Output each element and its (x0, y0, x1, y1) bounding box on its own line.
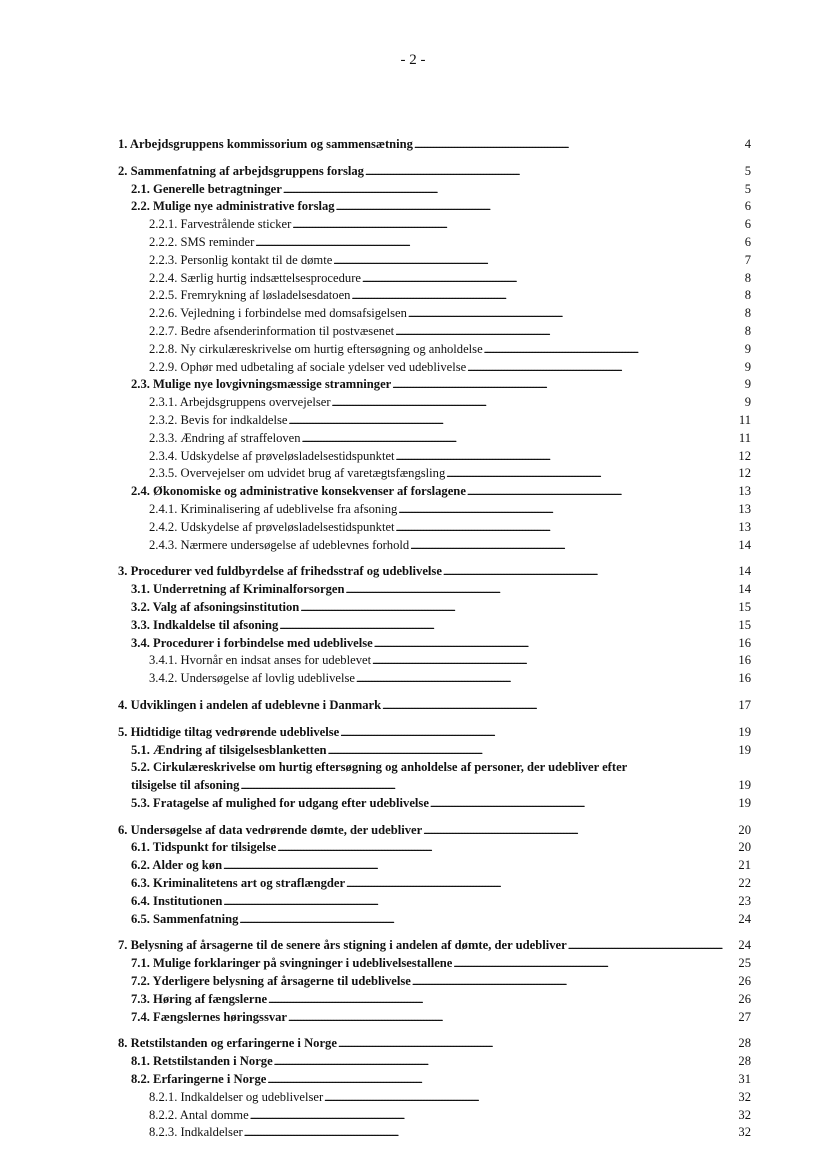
toc-entry-page: 14 (738, 564, 751, 579)
toc-entry[interactable] (0, 519, 751, 537)
page-number: - 2 - (400, 52, 426, 68)
toc-entry[interactable] (0, 448, 751, 466)
toc-entry[interactable] (0, 617, 751, 635)
toc-dot-leader (274, 1053, 736, 1072)
toc-entry-page: 25 (738, 956, 751, 971)
toc-dot-leader (333, 252, 736, 271)
toc-entry[interactable] (0, 822, 751, 840)
toc-entry-page: 19 (738, 742, 751, 757)
toc-entry[interactable] (0, 136, 751, 154)
toc-entry-page: 28 (738, 1054, 751, 1069)
toc-entry[interactable] (0, 652, 751, 670)
toc-entry[interactable] (0, 839, 751, 857)
toc-entry[interactable] (0, 1053, 751, 1071)
toc-entry-title: 3.4. Procedurer i forbindelse med udeblivelse (131, 635, 373, 650)
toc-entry-page: 20 (738, 822, 751, 837)
toc-entry-title: 5.3. Fratagelse af mulighed for udgang efter udeblivelse (131, 795, 429, 810)
toc-entry-title: 6.1. Tidspunkt for tilsigelse (131, 840, 277, 855)
toc-entry[interactable] (0, 973, 751, 991)
toc-entry-page: 24 (738, 938, 751, 953)
toc-entry-page: 17 (738, 697, 751, 712)
toc-entry-title: 2.4.3. Nærmere undersøgelse af udeblevnes forhold (149, 537, 410, 552)
toc-entry-page: 15 (738, 617, 751, 632)
toc-entry-title: 2. Sammenfatning af arbejdsgruppens forslag (118, 163, 364, 178)
toc-entry-page: 12 (738, 448, 751, 463)
toc-entry-page: 8 (744, 323, 751, 338)
toc-entry-title: 2.4. Økonomiske og administrative konsekvenser af forslagene (131, 484, 466, 499)
toc-entry-title: 8.2.2. Antal domme (149, 1107, 249, 1122)
toc-entry-page: 16 (738, 653, 751, 668)
toc-entry-page: 11 (738, 412, 751, 427)
toc-dot-leader (328, 742, 736, 761)
toc-dot-leader (255, 234, 736, 253)
toc-entry-page: 11 (738, 430, 751, 445)
toc-dot-leader (484, 341, 736, 360)
toc-dot-leader (324, 1089, 736, 1108)
toc-entry[interactable] (0, 234, 751, 252)
toc-entry-page: 19 (738, 778, 751, 793)
toc-dot-leader (346, 581, 737, 600)
toc-dot-leader (372, 652, 736, 671)
toc-dot-leader (446, 465, 736, 484)
toc-entry[interactable] (0, 742, 751, 760)
toc-dot-leader (277, 839, 736, 858)
toc-entry-title: 3.1. Underretning af Kriminalforsorgen (131, 582, 345, 597)
toc-entry[interactable] (0, 341, 751, 359)
toc-dot-leader (362, 270, 736, 289)
toc-entry[interactable] (0, 305, 751, 323)
toc-entry[interactable] (0, 795, 751, 813)
toc-entry-page: 6 (744, 217, 751, 232)
toc-entry[interactable] (0, 412, 751, 430)
toc-entry[interactable] (0, 581, 751, 599)
toc-entry[interactable] (0, 991, 751, 1009)
toc-entry-page: 32 (738, 1089, 751, 1104)
toc-entry-title: 2.3.5. Overvejelser om udvidet brug af varetægtsfængsling (149, 466, 446, 481)
toc-entry-title: 6.5. Sammenfatning (131, 911, 239, 926)
toc-dot-leader (423, 822, 736, 841)
toc-entry-title: 2.4.1. Kriminalisering af udeblivelse fra afsoning (149, 501, 398, 516)
toc-dot-leader (410, 537, 736, 556)
toc-entry-title: 2.2. Mulige nye administrative forslag (131, 199, 335, 214)
toc-entry-page: 14 (738, 582, 751, 597)
toc-entry-page: 19 (738, 795, 751, 810)
toc-entry[interactable] (0, 563, 751, 581)
toc-entry-title: tilsigelse til afsoning (131, 778, 240, 793)
toc-dot-leader (408, 305, 736, 324)
toc-dot-leader (223, 893, 736, 912)
toc-entry[interactable] (0, 777, 751, 795)
toc-entry-title: 2.2.3. Personlig kontakt til de dømte (149, 252, 333, 267)
toc-entry[interactable] (0, 270, 751, 288)
toc-entry-title: 7.1. Mulige forklaringer på svingninger i udeblivelsestallene (131, 956, 453, 971)
toc-entry[interactable] (0, 359, 751, 377)
toc-dot-leader (340, 724, 736, 743)
toc-dot-leader (346, 875, 736, 894)
toc-entry-page: 5 (744, 163, 751, 178)
toc-entry-page: 7 (744, 252, 751, 267)
toc-entry-page: 8 (744, 270, 751, 285)
toc-entry[interactable] (0, 181, 751, 199)
toc-entry-title: 3. Procedurer ved fuldbyrdelse af frihedsstraf og udeblivelse (118, 564, 442, 579)
toc-entry-page: 26 (738, 991, 751, 1006)
toc-dot-leader (412, 973, 736, 992)
toc-entry-page: 19 (738, 724, 751, 739)
toc-entry[interactable] (0, 394, 751, 412)
toc-entry-page: 20 (738, 840, 751, 855)
toc-dot-leader (453, 955, 736, 974)
toc-dot-leader (467, 359, 736, 378)
toc-entry-title: 2.2.6. Vejledning i forbindelse med domsafsigelsen (149, 306, 407, 321)
toc-dot-leader (395, 323, 736, 342)
toc-entry[interactable] (0, 955, 751, 973)
toc-entry-title: 8.1. Retstilstanden i Norge (131, 1054, 273, 1069)
toc-entry[interactable] (0, 198, 751, 216)
toc-entry[interactable] (0, 857, 751, 875)
toc-entry-title: 3.4.1. Hvornår en indsat anses for udeblevet (149, 653, 372, 668)
toc-entry-page: 8 (744, 306, 751, 321)
toc-dot-leader (244, 1124, 736, 1143)
toc-entry-title: 7. Belysning af årsagerne til de senere års stigning i andelen af dømte, der udebliver (118, 938, 567, 953)
toc-dot-leader (239, 911, 736, 930)
toc-entry-title: 6.2. Alder og køn (131, 858, 223, 873)
toc-entry-title: 2.1. Generelle betragtninger (131, 181, 282, 196)
toc-entry-page: 24 (738, 911, 751, 926)
toc-entry-page: 8 (744, 288, 751, 303)
toc-entry[interactable] (0, 599, 751, 617)
toc-entry-title: 3.4.2. Undersøgelse af lovlig udeblivelse (149, 671, 356, 686)
toc-entry-page: 13 (738, 501, 751, 516)
toc-entry-title: 8.2.1. Indkaldelser og udeblivelser (149, 1089, 324, 1104)
toc-entry-page: 26 (738, 974, 751, 989)
toc-dot-leader (467, 483, 736, 502)
toc-entry-title: 2.2.5. Fremrykning af løsladelsesdatoen (149, 288, 351, 303)
toc-dot-leader (283, 181, 736, 200)
toc-dot-leader (267, 1071, 736, 1090)
toc-entry-title: 5.1. Ændring af tilsigelsesblanketten (131, 742, 327, 757)
toc-entry-title: 7.3. Høring af fængslerne (131, 991, 268, 1006)
toc-entry[interactable] (0, 1071, 751, 1089)
toc-entry-title: 2.2.7. Bedre afsenderinformation til postvæsenet (149, 323, 395, 338)
toc-entry-page: 22 (738, 876, 751, 891)
toc-dot-leader (365, 163, 736, 182)
toc-entry[interactable] (0, 937, 751, 955)
toc-dot-leader (443, 563, 736, 582)
toc-dot-leader (268, 991, 736, 1010)
toc-entry-page: 13 (738, 519, 751, 534)
toc-dot-leader (289, 412, 736, 431)
toc-entry-title: 2.2.9. Ophør med udbetaling af sociale ydelser ved udeblivelse (149, 359, 467, 374)
toc-entry[interactable] (0, 163, 751, 181)
toc-entry-title: 6.3. Kriminalitetens art og straflængder (131, 876, 346, 891)
toc-entry-title: 2.3.4. Udskydelse af prøveløsladelsestidspunktet (149, 448, 395, 463)
toc-entry[interactable] (0, 252, 751, 270)
toc-entry-title: 4. Udviklingen i andelen af udeblevne i Danmark (118, 697, 382, 712)
toc-entry-page: 15 (738, 599, 751, 614)
toc-entry-page: 16 (738, 671, 751, 686)
toc-dot-leader (351, 287, 736, 306)
toc-entry[interactable] (0, 216, 751, 234)
toc-entry[interactable] (0, 537, 751, 555)
toc-dot-leader (250, 1107, 736, 1126)
toc-entry-title[interactable]: 5.2. Cirkulæreskrivelse om hurtig eftersøgning og anholdelse af personer, der udebliver efter (131, 760, 628, 775)
toc-entry-page: 6 (744, 199, 751, 214)
toc-entry[interactable] (0, 724, 751, 742)
toc-dot-leader (288, 1009, 736, 1028)
toc-entry-page: 27 (738, 1009, 751, 1024)
toc-entry-page: 21 (738, 858, 751, 873)
toc-entry-title: 1. Arbejdsgruppens kommissorium og sammensætning (118, 137, 413, 151)
toc-dot-leader (392, 376, 736, 395)
toc-entry-page: 14 (738, 537, 751, 552)
toc-entry[interactable] (0, 1107, 751, 1125)
toc-entry-title: 6. Undersøgelse af data vedrørende dømte, der udebliver (118, 822, 423, 837)
toc-dot-leader (382, 697, 736, 716)
toc-entry-title: 8.2. Erfaringerne i Norge (131, 1072, 267, 1087)
toc-entry[interactable] (0, 430, 751, 448)
toc-entry-title: 3.2. Valg af afsoningsinstitution (131, 599, 300, 614)
toc-entry-title: 6.4. Institutionen (131, 893, 223, 908)
toc-entry[interactable] (0, 483, 751, 501)
toc-dot-leader (336, 198, 736, 217)
toc-entry[interactable] (0, 323, 751, 341)
toc-dot-leader (396, 448, 736, 467)
toc-entry[interactable] (0, 697, 751, 715)
toc-dot-leader (300, 599, 736, 618)
toc-entry-page: 6 (744, 234, 751, 249)
toc-dot-leader (396, 519, 736, 538)
toc-entry[interactable] (0, 670, 751, 688)
toc-entry-page: 28 (738, 1036, 751, 1051)
toc-entry-page: 9 (744, 395, 751, 410)
toc-dot-leader (223, 857, 736, 876)
toc-entry[interactable] (0, 635, 751, 653)
toc-entry-title: 8.2.3. Indkaldelser (149, 1125, 243, 1140)
toc-entry[interactable] (0, 501, 751, 519)
toc-entry-page: 12 (738, 466, 751, 481)
toc-entry[interactable] (0, 1089, 751, 1107)
toc-entry-title: 5. Hidtidige tiltag vedrørende udeblivelse (118, 724, 340, 739)
toc-entry-title: 2.2.1. Farvestrålende sticker (149, 217, 292, 232)
toc-entry-title: 7.4. Fængslernes høringssvar (131, 1009, 288, 1024)
toc-dot-leader (430, 795, 736, 814)
toc-dot-leader (374, 635, 736, 654)
toc-entry-title: 2.3.2. Bevis for indkaldelse (149, 412, 288, 427)
toc-dot-leader (279, 617, 736, 636)
toc-entry[interactable] (0, 911, 751, 929)
toc-entry-page: 9 (744, 359, 751, 374)
toc-dot-leader (568, 937, 736, 956)
toc-entry-page: 5 (744, 181, 751, 196)
toc-dot-leader (292, 216, 736, 235)
toc-entry-page: 13 (738, 484, 751, 499)
toc-entry-page: 4 (744, 137, 751, 151)
toc-entry-title: 2.2.4. Særlig hurtig indsættelsesprocedure (149, 270, 361, 285)
toc-entry-title: 3.3. Indkaldelse til afsoning (131, 617, 279, 632)
toc-dot-leader (332, 394, 736, 413)
toc-dot-leader (302, 430, 736, 449)
toc-entry[interactable] (0, 893, 751, 911)
toc-entry[interactable] (0, 1009, 751, 1027)
toc-entry-title: 2.4.2. Udskydelse af prøveløsladelsestidspunktet (149, 519, 395, 534)
toc-entry-title: 8. Retstilstanden og erfaringerne i Norge (118, 1036, 337, 1051)
toc-entry-page: 16 (738, 635, 751, 650)
toc-entry-page: 32 (738, 1125, 751, 1140)
toc-dot-leader (414, 136, 736, 155)
toc-entry-title: 2.3. Mulige nye lovgivningsmæssige stramninger (131, 377, 392, 392)
table-of-contents (0, 136, 826, 1142)
toc-entry-page: 9 (744, 377, 751, 392)
toc-entry-page: 31 (738, 1072, 751, 1087)
toc-dot-leader (338, 1035, 736, 1054)
toc-entry-title: 7.2. Yderligere belysning af årsagerne til udeblivelse (131, 974, 411, 989)
toc-entry[interactable] (0, 465, 751, 483)
toc-entry-page: 32 (738, 1107, 751, 1122)
toc-entry-page: 9 (744, 341, 751, 356)
toc-entry-title: 2.3.1. Arbejdsgruppens overvejelser (149, 395, 331, 410)
toc-entry[interactable] (0, 1124, 751, 1142)
toc-dot-leader (240, 777, 736, 796)
toc-entry[interactable] (0, 287, 751, 305)
toc-entry-title: 2.2.2. SMS reminder (149, 234, 255, 249)
toc-entry[interactable] (0, 875, 751, 893)
toc-entry-title: 2.2.8. Ny cirkulæreskrivelse om hurtig eftersøgning og anholdelse (149, 341, 483, 356)
toc-dot-leader (398, 501, 736, 520)
toc-entry-page: 23 (738, 893, 751, 908)
toc-entry[interactable] (0, 376, 751, 394)
toc-entry[interactable] (0, 1035, 751, 1053)
toc-dot-leader (356, 670, 736, 689)
toc-entry-title: 2.3.3. Ændring af straffeloven (149, 430, 301, 445)
